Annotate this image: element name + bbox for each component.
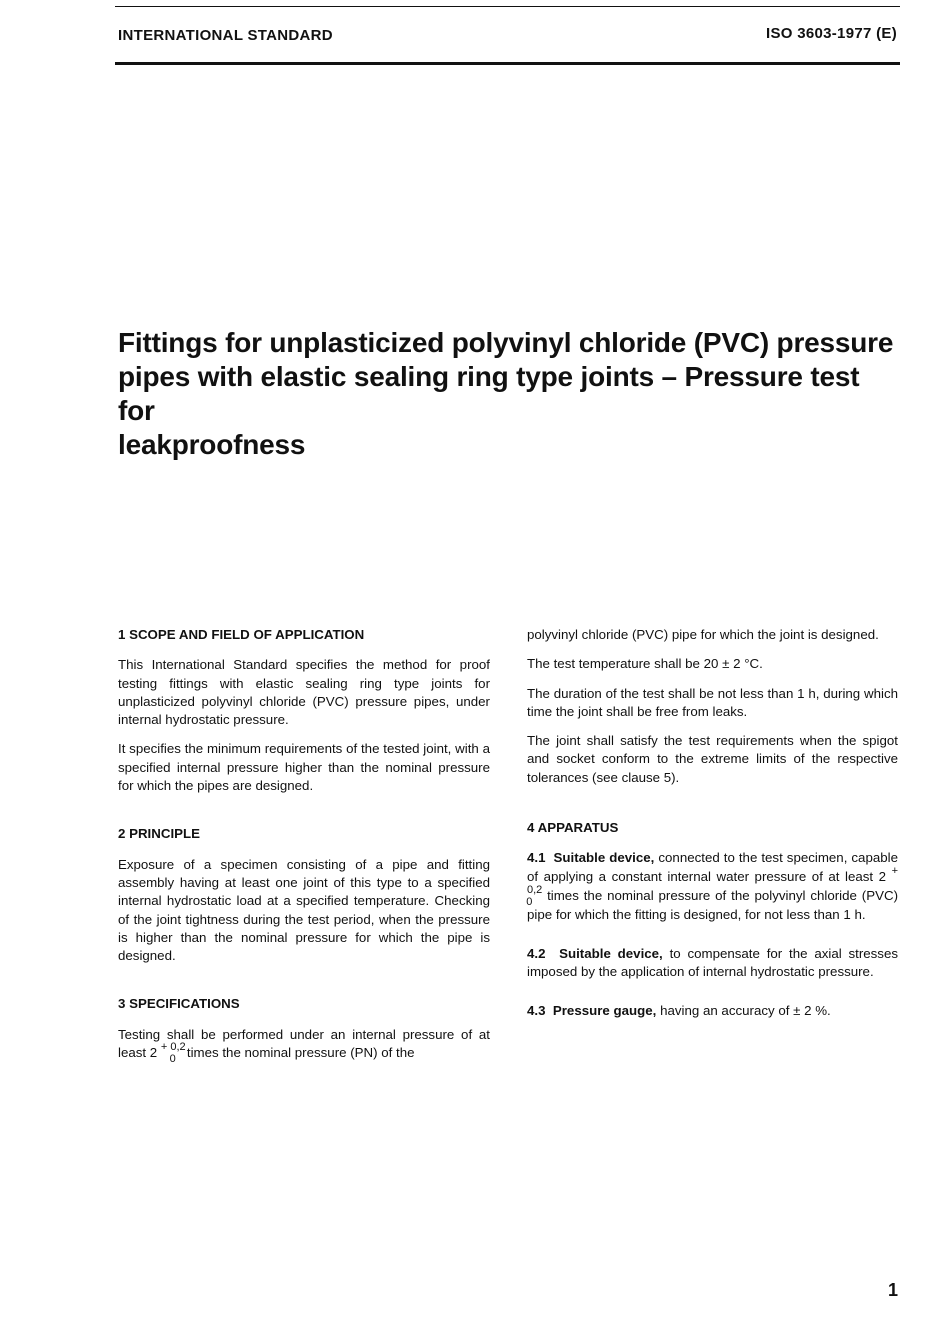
title-line: pipes with elastic sealing ring type joints – Pressure test for [118,361,860,426]
title-line: leakproofness [118,429,306,460]
clause-label: Pressure gauge, [552,1003,657,1019]
tolerance-lower: 0 [169,1053,176,1066]
document-type: INTERNATIONAL STANDARD [118,27,333,44]
document-code: ISO 3603-1977 (E) [765,25,897,42]
paragraph: Exposure of a specimen consisting of a pipe and fitting assembly having at least one joint of this type to a specified internal hydrostatic load at a specified temperature. Checking of the joint tightness during the test period, when the pressure is higher than the nominal pressure for which the pipe is designed. [118,856,490,964]
text-run: Testing shall be performed under an internal pressure of at least 2 [118,1026,490,1061]
right-column [527,626,898,1020]
clause-number: 4.3 [527,1003,546,1019]
text-run: times the nominal pressure of the polyvinyl chloride (PVC) pipe for which the fitting is designed, for not less than 1 h. [527,887,899,923]
paragraph: The duration of the test shall be not less than 1 h, during which time the joint shall be free from leaks. [527,685,898,719]
clause-label: Suitable device, [553,850,655,866]
title-line: Fittings for unplasticized polyvinyl chloride (PVC) pressure [118,327,894,358]
top-rule [115,6,900,7]
paragraph: The joint shall satisfy the test requirements when the spigot and socket conform to the extreme limits of the respective tolerances (see clause 5). [527,733,898,785]
clause-number: 4.1 [527,850,546,866]
header-rule [115,62,900,65]
paragraph: polyvinyl chloride (PVC) pipe for which the joint is designed. [527,627,879,642]
section-heading: 3 SPECIFICATIONS [118,996,240,1012]
text-run: connected to the test specimen, capable of applying a constant internal water pressure of at least 2 [527,850,898,884]
paragraph: It specifies the minimum requirements of the tested joint, with a specified internal pressure higher than the nominal pressure for which the pipes are designed. [118,741,490,794]
text-run: times the nominal pressure (PN) of the [186,1045,415,1061]
tolerance-upper: + 0,2 [527,864,898,896]
page-number: 1 [887,1280,898,1300]
section-heading: 4 APPARATUS [527,820,619,836]
tolerance-lower: 0 [526,895,533,908]
paragraph: The test temperature shall be 20 ± 2 °C. [527,656,763,672]
left-column [118,626,490,1066]
clause-4-3 [527,1002,898,1020]
clause-4-2 [527,945,898,982]
text-run: to compensate for the axial stresses imposed by the application of internal hydrostatic pressure. [527,945,898,979]
text-run: having an accuracy of ± 2 %. [660,1003,831,1019]
paragraph: This International Standard specifies the method for proof testing fittings with elastic sealing ring type joints for unplasticized polyvinyl chloride (PVC) pressure pipes, under internal hydrostatic pressure. [118,657,490,728]
paragraph [118,1026,490,1064]
clause-number: 4.2 [527,945,546,961]
section-heading: 1 SCOPE AND FIELD OF APPLICATION [118,627,365,642]
clause-label: Suitable device, [559,945,663,961]
tolerance-upper: + 0,2 [160,1041,186,1054]
section-heading: 2 PRINCIPLE [118,826,201,842]
page-title [118,326,898,462]
clause-4-1 [527,849,898,924]
